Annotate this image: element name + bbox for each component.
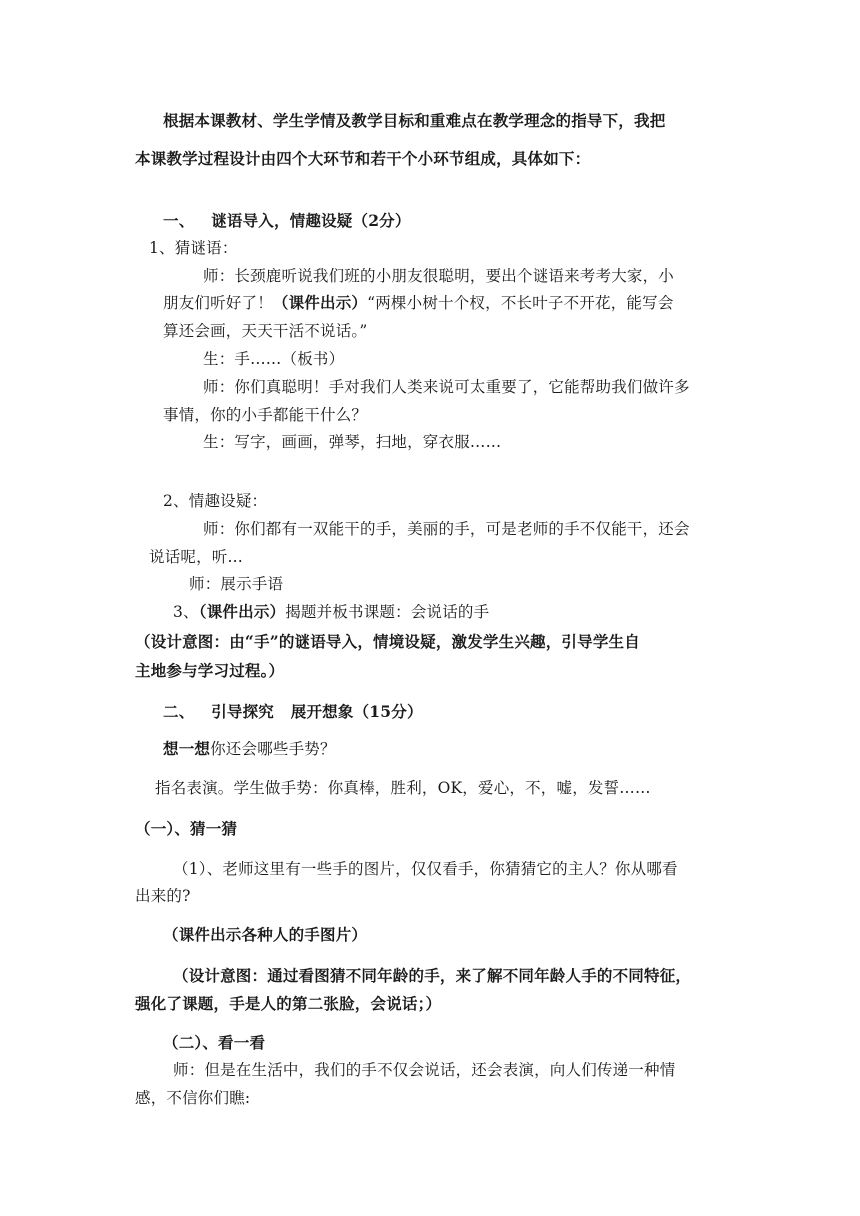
teacher-line-3a: 师：你们都有一双能干的手，美丽的手，可是老师的手不仅能干，还会 <box>203 520 690 538</box>
text-run: 揭题并板书课题：会说话的手 <box>285 603 490 621</box>
courseware-label: （课件出示） <box>198 602 286 621</box>
text-run: 朋友们听好了！ <box>163 294 273 312</box>
part1-title: （一）、猜一猜 <box>135 819 238 838</box>
courseware-label: （课件出示） <box>272 293 368 312</box>
intro-line-2: 本课教学过程设计由四个大环节和若干个小环节组成，具体如下： <box>135 149 591 168</box>
teacher-line-1b <box>163 293 674 313</box>
think-line <box>163 739 336 759</box>
design-intent-2b: 强化了课题，手是人的第二张脸，会说话；） <box>135 994 442 1013</box>
think-label: 想一想 <box>163 739 211 758</box>
intro-line-1: 根据本课教材、学生学情及教学目标和重难点在教学理念的指导下，我把 <box>163 111 666 130</box>
perform-line: 指名表演。学生做手势：你真棒，胜利，OK，爱心，不，嘘，发誓…… <box>155 779 651 797</box>
design-intent-2a: （设计意图：通过看图猜不同年龄的手，来了解不同年龄人手的不同特征， <box>173 966 692 985</box>
design-intent-1a: （设计意图：由“手”的谜语导入，情境设疑，激发学生兴趣，引导学生自 <box>135 632 640 651</box>
teacher-line-2a: 师：你们真聪明！手对我们人类来说可太重要了，它能帮助我们做许多 <box>203 378 690 396</box>
teacher-line-1c: 算还会画，天天干活不说话。” <box>163 322 368 340</box>
riddle-text: “两棵小树十个杈，不长叶子不开花，能写会 <box>367 294 674 312</box>
section2-heading: 二、 引导探究 展开想象（15分） <box>163 702 423 721</box>
section1-heading: 一、 谜语导入，情趣设疑（2分） <box>163 211 411 230</box>
courseware-note: （课件出示各种人的手图片） <box>163 925 368 944</box>
part1-line-1b: 出来的? <box>135 887 191 905</box>
part2-line-1a: 师：但是在生活中，我们的手不仅会说话，还会表演，向人们传递一种情 <box>173 1061 676 1079</box>
part2-line-1b: 感，不信你们瞧: <box>135 1089 251 1107</box>
text-run: 你还会哪些手势？ <box>210 740 336 758</box>
student-line-2: 生：写字，画画，弹琴，扫地，穿衣服…… <box>203 433 502 451</box>
teacher-line-2b: 事情，你的小手都能干什么？ <box>163 406 368 424</box>
subsection-topic-line <box>173 602 489 622</box>
subsection-suspense-title: 2、情趣设疑： <box>163 492 268 510</box>
part2-title: （二）、看一看 <box>163 1033 266 1052</box>
teacher-line-3b: 说话呢，听... <box>149 548 243 566</box>
teacher-line-4: 师：展示手语 <box>189 575 284 593</box>
teacher-line-1a: 师：长颈鹿听说我们班的小朋友很聪明，要出个谜语来考考大家，小 <box>203 267 675 285</box>
subsection-riddle-title: 1、猜谜语： <box>149 239 238 257</box>
part1-line-1a: （1）、老师这里有一些手的图片，仅仅看手，你猜猜它的主人？你从哪看 <box>173 860 678 878</box>
design-intent-1b: 主地参与学习过程。） <box>135 661 285 680</box>
student-line-1: 生：手……（板书） <box>203 350 345 368</box>
text-run: 3、 <box>173 603 199 621</box>
